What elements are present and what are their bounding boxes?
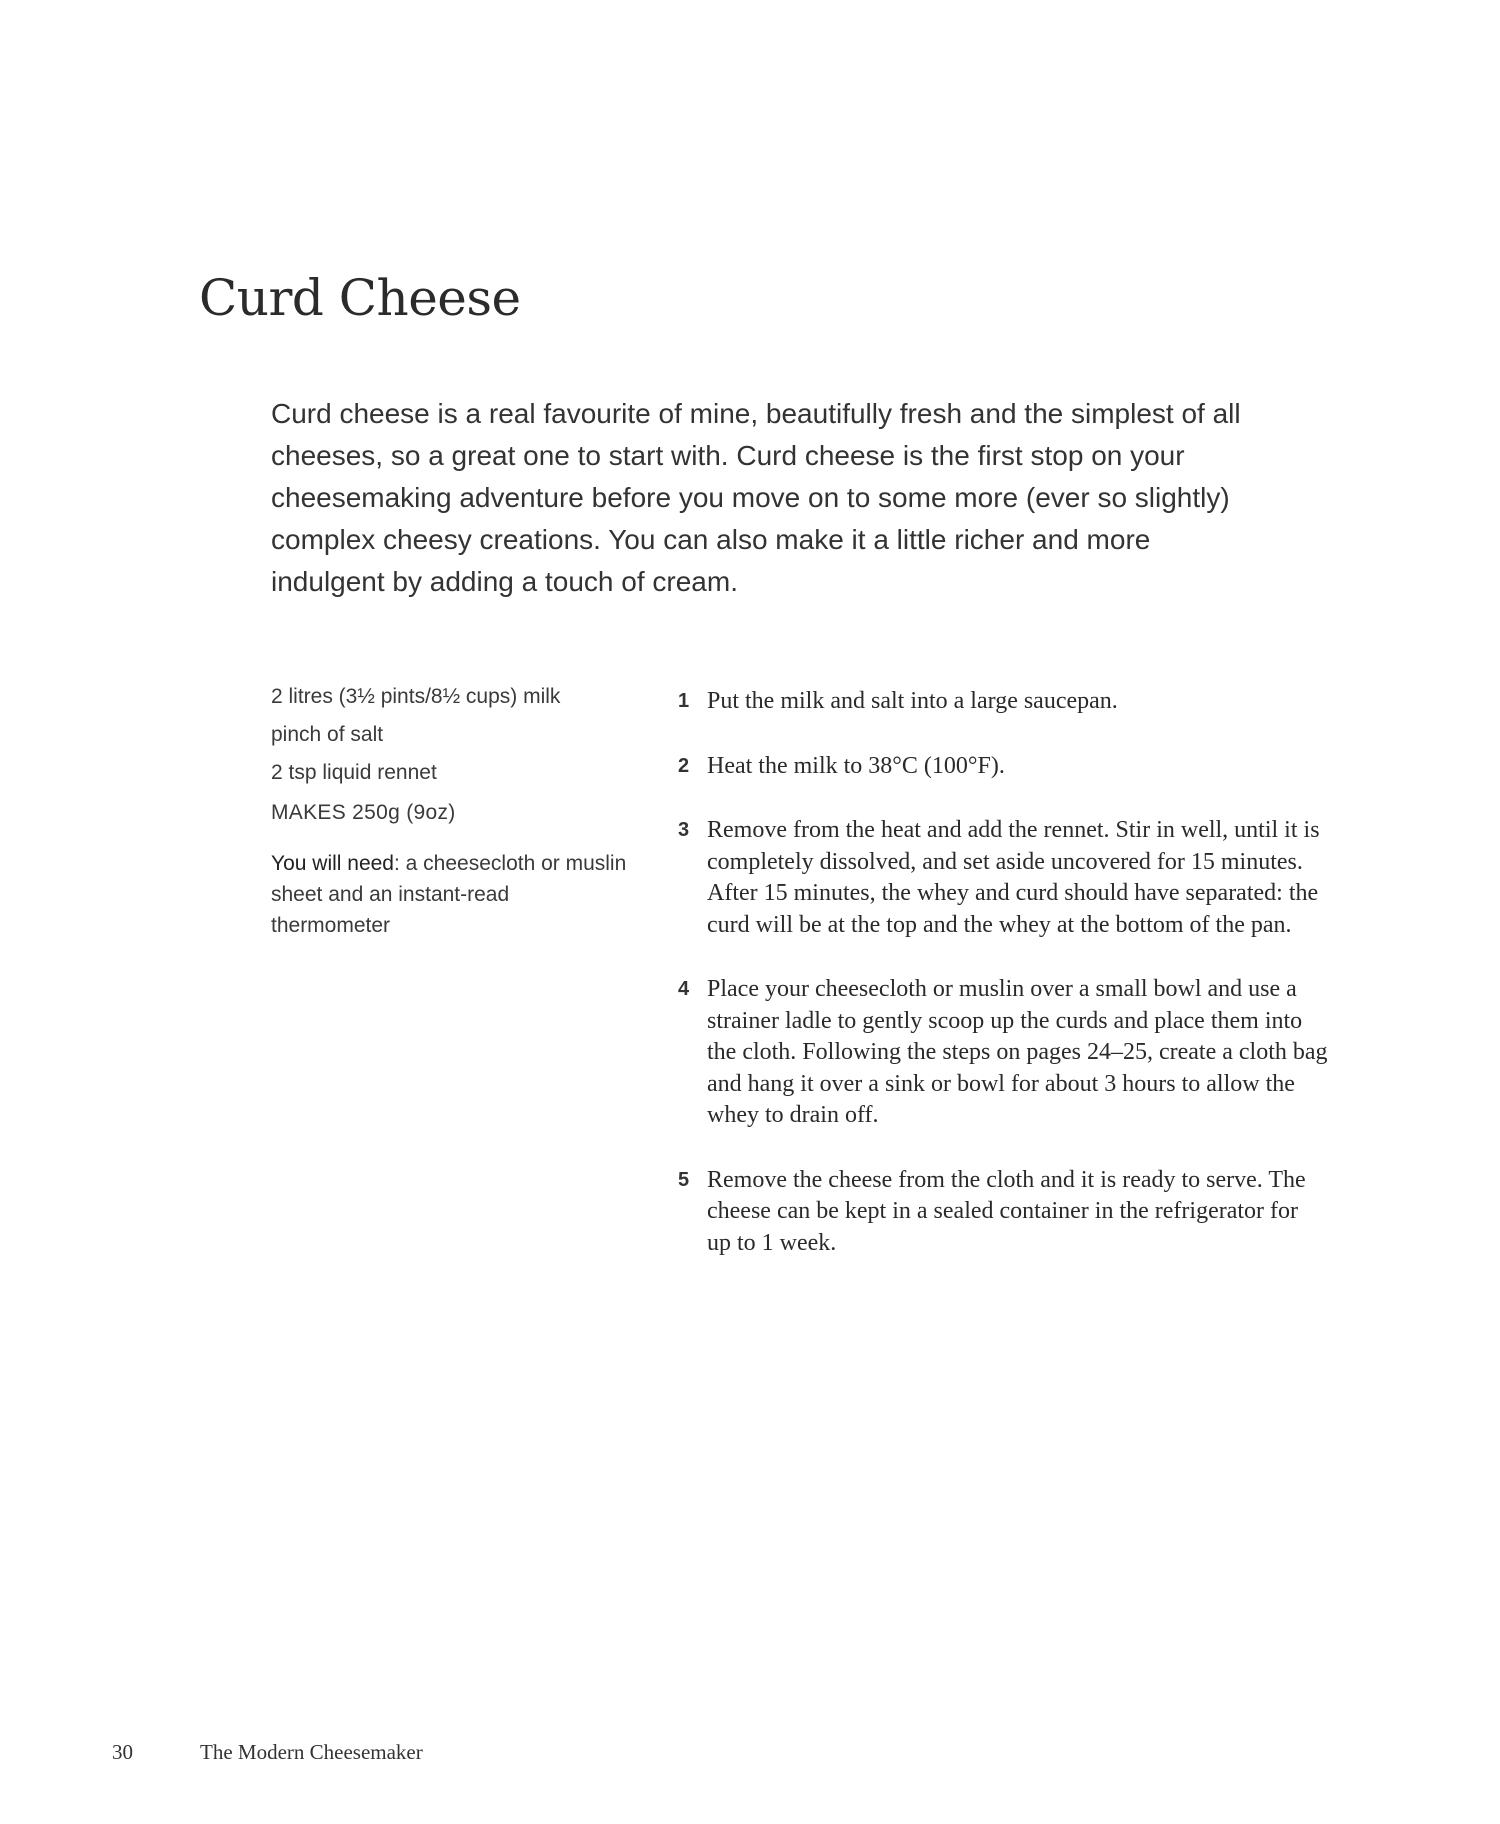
ingredients-list (271, 684, 631, 941)
step-item (678, 815, 1328, 941)
step-number: 3 (678, 819, 690, 841)
book-title: The Modern Cheesemaker (200, 1740, 423, 1764)
ingredient-item: 2 tsp liquid rennet (271, 761, 437, 784)
yield-text: MAKES 250g (9oz) (271, 801, 456, 824)
equipment-label: You will need (271, 852, 394, 875)
page-number: 30 (112, 1740, 133, 1764)
step-text: Heat the milk to 38°C (100°F). (707, 752, 1005, 779)
step-item (678, 751, 1328, 783)
step-number: 1 (678, 690, 690, 712)
ingredient-item: pinch of salt (271, 723, 384, 746)
step-item (678, 1165, 1328, 1260)
method-steps (678, 686, 1328, 1292)
step-text: Remove the cheese from the cloth and it is ready to serve. The cheese can be kept in a sealed container in the refrigerator for up to 1 week. (707, 1166, 1306, 1256)
step-item (678, 686, 1328, 718)
equipment-text: : a cheesecloth or muslin sheet and an instant-read thermometer (271, 852, 627, 937)
intro-paragraph: Curd cheese is a real favourite of mine, beautifully fresh and the simplest of all cheeses, so a great one to start with. Curd cheese is the first stop on your cheesemaking adventure before you move on to some more (ever so slightly) complex cheesy creations. You can also make it a little richer and more indulgent by adding a touch of cream. (271, 398, 1241, 597)
step-number: 4 (678, 978, 690, 1000)
ingredient-item: 2 litres (3½ pints/8½ cups) milk (271, 685, 561, 708)
equipment-note (271, 848, 631, 941)
step-text: Place your cheesecloth or muslin over a small bowl and use a strainer ladle to gently scoop up the curds and place them into the cloth. Following the steps on pages 24–25, create a cloth bag and hang it over a sink or bowl for about 3 hours to allow the whey to drain off. (707, 976, 1328, 1128)
step-text: Remove from the heat and add the rennet. Stir in well, until it is completely dissolved, and set aside uncovered for 15 minutes. After 15 minutes, the whey and curd should have separated: the curd will be at the top and the whey at the bottom of the pan. (707, 817, 1320, 938)
page-footer (112, 1740, 423, 1765)
step-item (678, 974, 1328, 1132)
step-text: Put the milk and salt into a large saucepan. (707, 688, 1118, 714)
step-number: 2 (678, 754, 690, 777)
page-title: Curd Cheese (199, 269, 521, 327)
step-number: 5 (678, 1168, 690, 1191)
